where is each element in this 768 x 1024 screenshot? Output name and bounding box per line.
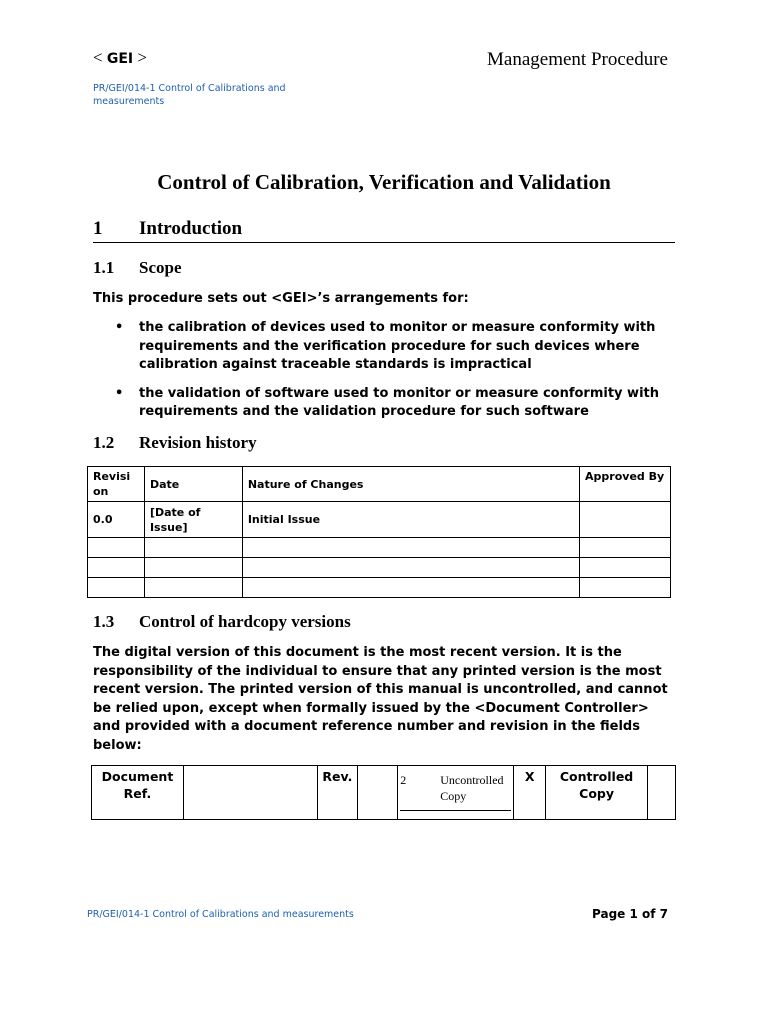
table-cell: [144, 558, 242, 578]
uncontrolled-checkbox-marker: 2: [400, 773, 407, 787]
table-cell: [580, 578, 671, 598]
table-cell: [144, 538, 242, 558]
document-ref-label: Document Ref.: [92, 766, 184, 820]
table-cell: [648, 766, 676, 820]
controlled-copy-label: Controlled Copy: [546, 766, 648, 820]
table-cell: [580, 502, 671, 538]
brand-prefix: <: [93, 48, 107, 67]
table-cell: [Date of Issue]: [144, 502, 242, 538]
section-title: Introduction: [139, 218, 243, 239]
list-item-text: the validation of software used to monitor or measure conformity with requirements and the validation procedure for such software: [139, 385, 659, 419]
column-header-approved-by: Approved By: [580, 467, 671, 502]
section-number: 1: [93, 218, 103, 239]
table-cell: [580, 538, 671, 558]
header-doc-reference: PR/GEI/014-1 Control of Calibrations and measurements: [93, 83, 286, 107]
table-cell: [88, 578, 145, 598]
brand-logo: [93, 48, 147, 68]
subsection-number: 1.2: [93, 433, 115, 452]
table-cell: [88, 538, 145, 558]
scope-intro: This procedure sets out <GEI>’s arrangements for:: [93, 291, 469, 306]
column-header-date: Date: [144, 467, 242, 502]
subsection-title: Revision history: [139, 433, 257, 452]
table-row: [88, 502, 671, 538]
table-row: [88, 538, 671, 558]
brand-suffix: >: [133, 48, 147, 67]
subsection-number: 1.1: [93, 258, 115, 277]
hardcopy-paragraph: The digital version of this document is the most recent version. It is the responsibility of the individual to ensure that any printed version is the most recent version. The printed version of this manual is uncontrolled, and cannot be relied upon, except when formally issued by the <Document Controller> and provided with a document reference number and revision in the fields below:: [93, 645, 668, 753]
table-cell: [242, 538, 579, 558]
table-cell: [144, 578, 242, 598]
bullet-symbol: •: [115, 320, 124, 335]
document-ref-value: [183, 766, 317, 820]
table-row: [88, 558, 671, 578]
subsection-heading-hardcopy: [93, 612, 351, 632]
document-type: Management Procedure: [487, 49, 668, 70]
footer-doc-reference: PR/GEI/014-1 Control of Calibrations and measurements: [87, 909, 354, 920]
scope-bullet-list: [93, 319, 678, 432]
revision-history-table: [87, 466, 671, 598]
table-header-row: [88, 467, 671, 502]
table-cell: 0.0: [88, 502, 145, 538]
table-cell: Initial Issue: [242, 502, 579, 538]
uncontrolled-copy-box: [400, 766, 511, 811]
hardcopy-control-table: [91, 765, 676, 820]
column-header-revision: Revisi on: [88, 467, 145, 502]
uncontrolled-copy-label: Uncontrolled Copy: [440, 773, 504, 803]
table-cell: [580, 558, 671, 578]
list-item: [93, 385, 678, 422]
revision-label: Rev.: [318, 766, 358, 820]
uncontrolled-copy-cell: [398, 766, 514, 820]
brand-name: GEI: [106, 51, 134, 67]
table-row: [92, 766, 676, 820]
list-item-text: the calibration of devices used to monitor or measure conformity with requirements and the verification procedure for such devices where calibration against traceable standards is impractical: [139, 320, 656, 372]
table-row: [88, 578, 671, 598]
list-item: [93, 319, 678, 375]
table-cell: [242, 558, 579, 578]
subsection-title: Scope: [139, 258, 182, 277]
bullet-symbol: •: [115, 385, 124, 401]
page-number: Page 1 of 7: [592, 907, 668, 921]
subsection-heading-scope: [93, 258, 182, 278]
section-heading-introduction: [93, 218, 675, 243]
subsection-number: 1.3: [93, 612, 115, 631]
column-header-nature-of-changes: Nature of Changes: [242, 467, 579, 502]
document-title: Control of Calibration, Verification and Validation: [157, 170, 611, 194]
subsection-title: Control of hardcopy versions: [139, 612, 351, 631]
subsection-heading-revision-history: [93, 433, 257, 453]
revision-value: [358, 766, 398, 820]
table-cell: [88, 558, 145, 578]
controlled-checkbox-marker: X: [514, 766, 546, 820]
table-cell: [242, 578, 579, 598]
